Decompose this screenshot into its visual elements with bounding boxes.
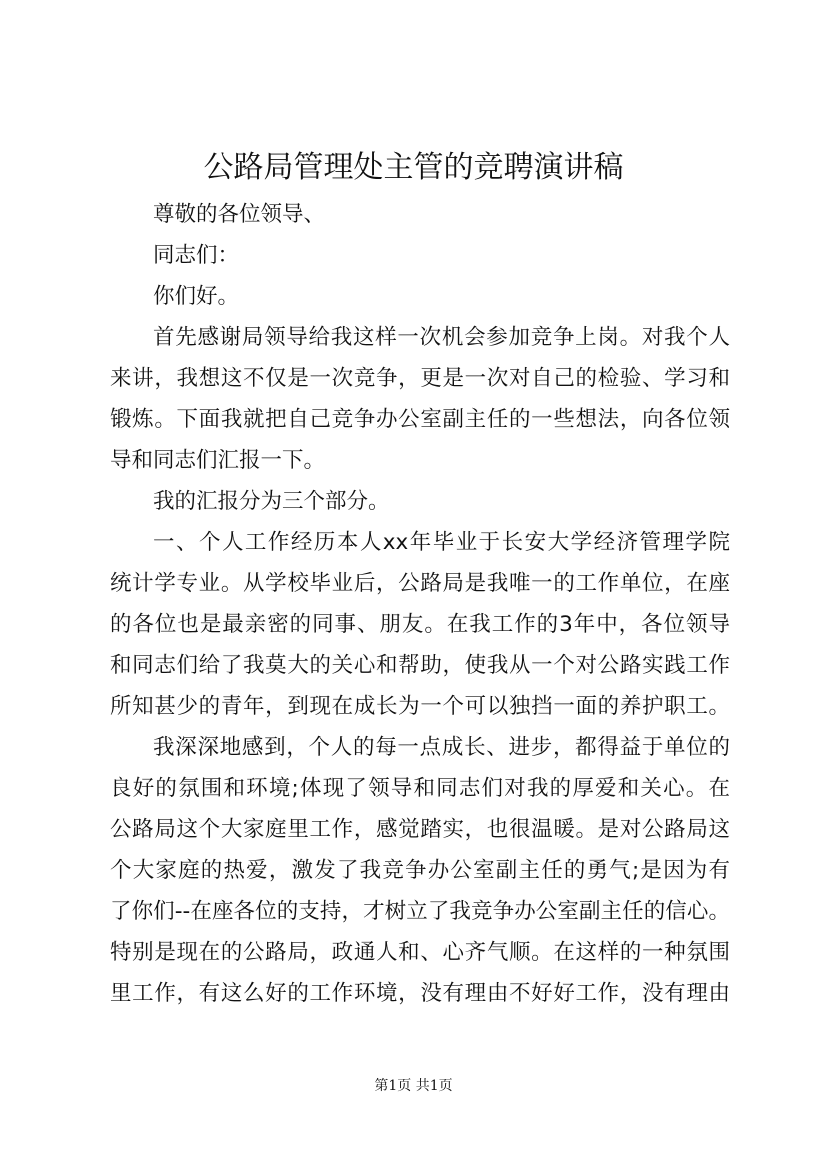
document-title: 公路局管理处主管的竞聘演讲稿 (203, 150, 624, 185)
text-line: 个大家庭的热爱，激发了我竞争办公室副主任的勇气;是因为有 (110, 858, 730, 883)
document-body (110, 194, 730, 1014)
text-line: 良好的氛围和环境;体现了领导和同志们对我的厚爱和关心。在 (110, 776, 730, 801)
text-line: 锻炼。下面我就把自己竞争办公室副主任的一些想法，向各位领 (110, 407, 730, 432)
text-line: 导和同志们汇报一下。 (110, 448, 326, 473)
text-line: 的各位也是最亲密的同事、朋友。在我工作的3年中，各位领导 (110, 612, 730, 637)
text-line: 尊敬的各位领导、 (153, 202, 326, 227)
page-footer: 第1页 共1页 (374, 1078, 453, 1094)
text-line: 所知甚少的青年，到现在成长为一个可以独挡一面的养护职工。 (110, 694, 730, 719)
text-line: 里工作，有这么好的工作环境，没有理由不好好工作，没有理由 (110, 981, 730, 1006)
text-line: 一、个人工作经历本人xx年毕业于长安大学经济管理学院 (153, 530, 730, 555)
text-line: 特别是现在的公路局，政通人和、心齐气顺。在这样的一种氛围 (110, 940, 730, 965)
text-line: 统计学专业。从学校毕业后，公路局是我唯一的工作单位，在座 (110, 571, 730, 596)
text-line: 公路局这个大家庭里工作，感觉踏实，也很温暖。是对公路局这 (110, 817, 730, 842)
text-line: 来讲，我想这不仅是一次竞争，更是一次对自己的检验、学习和 (110, 366, 730, 391)
text-line: 了你们--在座各位的支持，才树立了我竞争办公室副主任的信心。 (110, 899, 730, 924)
text-line: 和同志们给了我莫大的关心和帮助，使我从一个对公路实践工作 (110, 653, 730, 678)
text-line: 首先感谢局领导给我这样一次机会参加竞争上岗。对我个人 (153, 325, 730, 350)
text-line: 同志们： (153, 243, 240, 268)
text-line: 你们好。 (153, 284, 240, 309)
text-line: 我深深地感到，个人的每一点成长、进步，都得益于单位的 (153, 735, 730, 760)
text-line: 我的汇报分为三个部分。 (153, 489, 390, 514)
